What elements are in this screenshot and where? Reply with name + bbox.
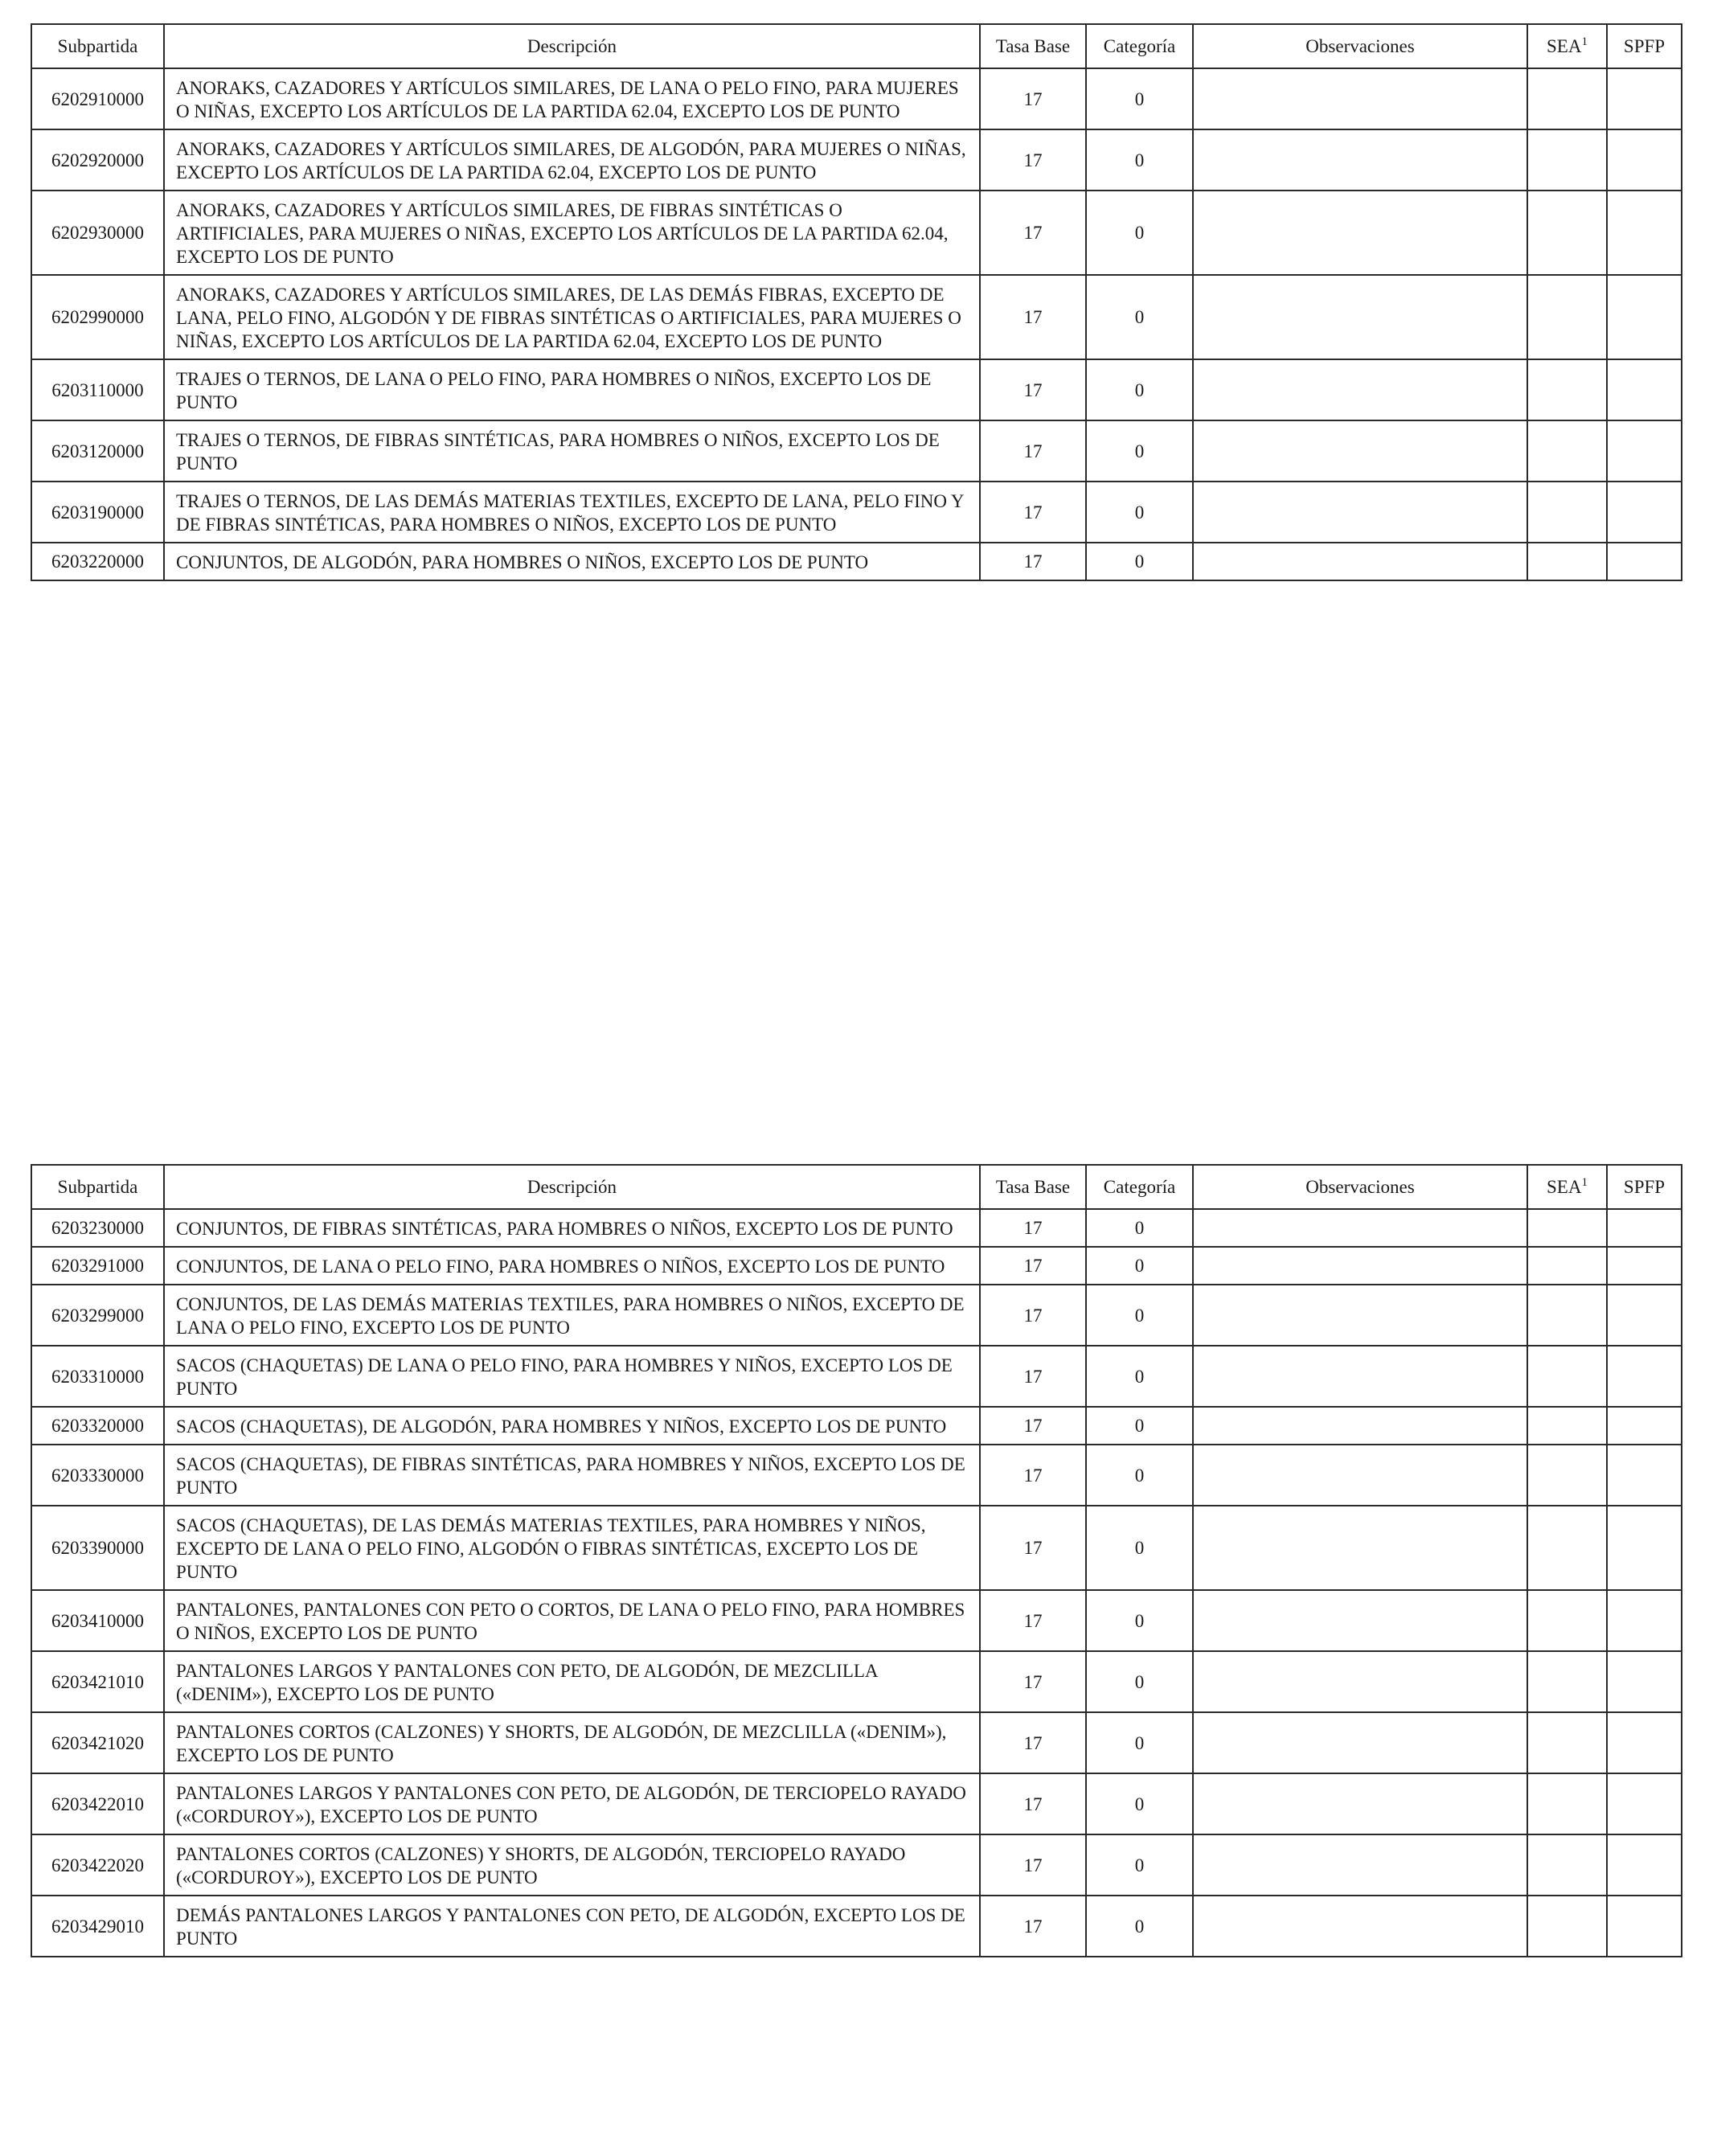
descripcion-cell: DEMÁS PANTALONES LARGOS Y PANTALONES CON PETO, DE ALGODÓN, EXCEPTO LOS DE PUNTO — [164, 1896, 980, 1957]
header-descripcion: Descripción — [164, 1165, 980, 1209]
spfp-cell — [1607, 68, 1682, 129]
tasa-base-cell: 17 — [980, 1773, 1086, 1834]
spfp-cell — [1607, 1346, 1682, 1407]
tasa-base-cell: 17 — [980, 420, 1086, 482]
categoria-cell: 0 — [1086, 1247, 1193, 1285]
spfp-cell — [1607, 359, 1682, 420]
subpartida-cell: 6203190000 — [31, 482, 164, 543]
header-observaciones: Observaciones — [1193, 24, 1527, 68]
tasa-base-cell: 17 — [980, 359, 1086, 420]
table-body — [31, 68, 1682, 580]
subpartida-cell: 6203230000 — [31, 1209, 164, 1247]
descripcion-cell: CONJUNTOS, DE ALGODÓN, PARA HOMBRES O NIÑOS, EXCEPTO LOS DE PUNTO — [164, 543, 980, 580]
subpartida-cell: 6203422010 — [31, 1773, 164, 1834]
header-sea — [1527, 1165, 1607, 1209]
observaciones-cell — [1193, 1712, 1527, 1773]
descripcion-cell: SACOS (CHAQUETAS) DE LANA O PELO FINO, PARA HOMBRES Y NIÑOS, EXCEPTO LOS DE PUNTO — [164, 1346, 980, 1407]
tasa-base-cell: 17 — [980, 1712, 1086, 1773]
tasa-base-cell: 17 — [980, 1834, 1086, 1896]
tariff-table-1 — [31, 23, 1682, 581]
header-row — [31, 24, 1682, 68]
observaciones-cell — [1193, 1407, 1527, 1445]
subpartida-cell: 6203429010 — [31, 1896, 164, 1957]
spfp-cell — [1607, 129, 1682, 191]
observaciones-cell — [1193, 275, 1527, 359]
table-header — [31, 1165, 1682, 1209]
observaciones-cell — [1193, 482, 1527, 543]
categoria-cell: 0 — [1086, 68, 1193, 129]
tasa-base-cell: 17 — [980, 482, 1086, 543]
sea-cell — [1527, 191, 1607, 275]
categoria-cell: 0 — [1086, 1834, 1193, 1896]
table-row — [31, 1285, 1682, 1346]
spfp-cell — [1607, 482, 1682, 543]
observaciones-cell — [1193, 1209, 1527, 1247]
tasa-base-cell: 17 — [980, 129, 1086, 191]
descripcion-cell: ANORAKS, CAZADORES Y ARTÍCULOS SIMILARES, DE FIBRAS SINTÉTICAS O ARTIFICIALES, PARA MUJERES O NIÑAS, EXCEPTO LOS ARTÍCULOS DE LA PARTIDA 62.04, EXCEPTO LOS DE PUNTO — [164, 191, 980, 275]
table-row — [31, 1896, 1682, 1957]
table-row — [31, 68, 1682, 129]
tasa-base-cell: 17 — [980, 543, 1086, 580]
tasa-base-cell: 17 — [980, 68, 1086, 129]
table-row — [31, 275, 1682, 359]
subpartida-cell: 6203120000 — [31, 420, 164, 482]
tasa-base-cell: 17 — [980, 1506, 1086, 1590]
descripcion-cell: TRAJES O TERNOS, DE LAS DEMÁS MATERIAS TEXTILES, EXCEPTO DE LANA, PELO FINO Y DE FIBRAS SINTÉTICAS, PARA HOMBRES O NIÑOS, EXCEPTO LOS DE PUNTO — [164, 482, 980, 543]
subpartida-cell: 6203421020 — [31, 1712, 164, 1773]
observaciones-cell — [1193, 1346, 1527, 1407]
footnote-marker: 1 — [1581, 1176, 1588, 1189]
spfp-cell — [1607, 1209, 1682, 1247]
sea-cell — [1527, 482, 1607, 543]
subpartida-cell: 6203410000 — [31, 1590, 164, 1651]
descripcion-cell: PANTALONES, PANTALONES CON PETO O CORTOS, DE LANA O PELO FINO, PARA HOMBRES O NIÑOS, EXCEPTO LOS DE PUNTO — [164, 1590, 980, 1651]
spfp-cell — [1607, 543, 1682, 580]
observaciones-cell — [1193, 359, 1527, 420]
spfp-cell — [1607, 1590, 1682, 1651]
descripcion-cell: CONJUNTOS, DE FIBRAS SINTÉTICAS, PARA HOMBRES O NIÑOS, EXCEPTO LOS DE PUNTO — [164, 1209, 980, 1247]
table-row — [31, 1346, 1682, 1407]
table-row — [31, 420, 1682, 482]
observaciones-cell — [1193, 1506, 1527, 1590]
categoria-cell: 0 — [1086, 359, 1193, 420]
observaciones-cell — [1193, 1834, 1527, 1896]
spfp-cell — [1607, 275, 1682, 359]
categoria-cell: 0 — [1086, 1407, 1193, 1445]
header-spfp: SPFP — [1607, 1165, 1682, 1209]
observaciones-cell — [1193, 1651, 1527, 1712]
header-sea-label: SEA — [1547, 1177, 1582, 1197]
spfp-cell — [1607, 191, 1682, 275]
descripcion-cell: ANORAKS, CAZADORES Y ARTÍCULOS SIMILARES, DE LANA O PELO FINO, PARA MUJERES O NIÑAS, EXCEPTO LOS ARTÍCULOS DE LA PARTIDA 62.04, EXCEPTO LOS DE PUNTO — [164, 68, 980, 129]
header-observaciones: Observaciones — [1193, 1165, 1527, 1209]
observaciones-cell — [1193, 543, 1527, 580]
header-tasa-base: Tasa Base — [980, 1165, 1086, 1209]
header-tasa-base: Tasa Base — [980, 24, 1086, 68]
tasa-base-cell: 17 — [980, 1285, 1086, 1346]
tasa-base-cell: 17 — [980, 1651, 1086, 1712]
table-row — [31, 1651, 1682, 1712]
categoria-cell: 0 — [1086, 1285, 1193, 1346]
sea-cell — [1527, 1247, 1607, 1285]
descripcion-cell: SACOS (CHAQUETAS), DE LAS DEMÁS MATERIAS TEXTILES, PARA HOMBRES Y NIÑOS, EXCEPTO DE LANA O PELO FINO, ALGODÓN O FIBRAS SINTÉTICAS, EXCEPTO LOS DE PUNTO — [164, 1506, 980, 1590]
table-row — [31, 1834, 1682, 1896]
categoria-cell: 0 — [1086, 191, 1193, 275]
header-subpartida: Subpartida — [31, 24, 164, 68]
sea-cell — [1527, 1506, 1607, 1590]
spfp-cell — [1607, 1247, 1682, 1285]
sea-cell — [1527, 1896, 1607, 1957]
table-row — [31, 482, 1682, 543]
spfp-cell — [1607, 420, 1682, 482]
observaciones-cell — [1193, 1285, 1527, 1346]
categoria-cell: 0 — [1086, 1590, 1193, 1651]
categoria-cell: 0 — [1086, 129, 1193, 191]
observaciones-cell — [1193, 68, 1527, 129]
table-row — [31, 1209, 1682, 1247]
categoria-cell: 0 — [1086, 543, 1193, 580]
sea-cell — [1527, 1712, 1607, 1773]
sea-cell — [1527, 1834, 1607, 1896]
sea-cell — [1527, 1773, 1607, 1834]
tariff-table-2 — [31, 1164, 1682, 1957]
table-row — [31, 1247, 1682, 1285]
descripcion-cell: PANTALONES LARGOS Y PANTALONES CON PETO, DE ALGODÓN, DE TERCIOPELO RAYADO («CORDUROY»), EXCEPTO LOS DE PUNTO — [164, 1773, 980, 1834]
sea-cell — [1527, 1590, 1607, 1651]
observaciones-cell — [1193, 1590, 1527, 1651]
sea-cell — [1527, 129, 1607, 191]
tasa-base-cell: 17 — [980, 1407, 1086, 1445]
spfp-cell — [1607, 1896, 1682, 1957]
sea-cell — [1527, 275, 1607, 359]
header-row — [31, 1165, 1682, 1209]
table-row — [31, 191, 1682, 275]
categoria-cell: 0 — [1086, 482, 1193, 543]
descripcion-cell: CONJUNTOS, DE LAS DEMÁS MATERIAS TEXTILES, PARA HOMBRES O NIÑOS, EXCEPTO DE LANA O PELO FINO, EXCEPTO LOS DE PUNTO — [164, 1285, 980, 1346]
sea-cell — [1527, 68, 1607, 129]
descripcion-cell: SACOS (CHAQUETAS), DE ALGODÓN, PARA HOMBRES Y NIÑOS, EXCEPTO LOS DE PUNTO — [164, 1407, 980, 1445]
footnote-marker: 1 — [1581, 35, 1588, 48]
descripcion-cell: PANTALONES CORTOS (CALZONES) Y SHORTS, DE ALGODÓN, DE MEZCLILLA («DENIM»), EXCEPTO LOS DE PUNTO — [164, 1712, 980, 1773]
tasa-base-cell: 17 — [980, 191, 1086, 275]
observaciones-cell — [1193, 1247, 1527, 1285]
subpartida-cell: 6203310000 — [31, 1346, 164, 1407]
sea-cell — [1527, 359, 1607, 420]
sea-cell — [1527, 1445, 1607, 1506]
table-row — [31, 543, 1682, 580]
tasa-base-cell: 17 — [980, 275, 1086, 359]
spfp-cell — [1607, 1773, 1682, 1834]
sea-cell — [1527, 1285, 1607, 1346]
sea-cell — [1527, 1407, 1607, 1445]
subpartida-cell: 6203110000 — [31, 359, 164, 420]
categoria-cell: 0 — [1086, 1209, 1193, 1247]
descripcion-cell: TRAJES O TERNOS, DE LANA O PELO FINO, PARA HOMBRES O NIÑOS, EXCEPTO LOS DE PUNTO — [164, 359, 980, 420]
descripcion-cell: CONJUNTOS, DE LANA O PELO FINO, PARA HOMBRES O NIÑOS, EXCEPTO LOS DE PUNTO — [164, 1247, 980, 1285]
tasa-base-cell: 17 — [980, 1247, 1086, 1285]
table-row — [31, 1445, 1682, 1506]
categoria-cell: 0 — [1086, 1896, 1193, 1957]
categoria-cell: 0 — [1086, 1773, 1193, 1834]
subpartida-cell: 6202930000 — [31, 191, 164, 275]
table-row — [31, 1773, 1682, 1834]
spfp-cell — [1607, 1407, 1682, 1445]
subpartida-cell: 6203330000 — [31, 1445, 164, 1506]
header-sea-label: SEA — [1547, 36, 1582, 56]
observaciones-cell — [1193, 191, 1527, 275]
subpartida-cell: 6203299000 — [31, 1285, 164, 1346]
header-descripcion: Descripción — [164, 24, 980, 68]
descripcion-cell: PANTALONES CORTOS (CALZONES) Y SHORTS, DE ALGODÓN, TERCIOPELO RAYADO («CORDUROY»), EXCEPTO LOS DE PUNTO — [164, 1834, 980, 1896]
table-header — [31, 24, 1682, 68]
tasa-base-cell: 17 — [980, 1346, 1086, 1407]
table-row — [31, 359, 1682, 420]
observaciones-cell — [1193, 1773, 1527, 1834]
categoria-cell: 0 — [1086, 420, 1193, 482]
subpartida-cell: 6203422020 — [31, 1834, 164, 1896]
spfp-cell — [1607, 1834, 1682, 1896]
subpartida-cell: 6202910000 — [31, 68, 164, 129]
subpartida-cell: 6203390000 — [31, 1506, 164, 1590]
subpartida-cell: 6202920000 — [31, 129, 164, 191]
subpartida-cell: 6203220000 — [31, 543, 164, 580]
spfp-cell — [1607, 1285, 1682, 1346]
tasa-base-cell: 17 — [980, 1445, 1086, 1506]
observaciones-cell — [1193, 420, 1527, 482]
header-categoria: Categoría — [1086, 1165, 1193, 1209]
spfp-cell — [1607, 1506, 1682, 1590]
tasa-base-cell: 17 — [980, 1896, 1086, 1957]
subpartida-cell: 6202990000 — [31, 275, 164, 359]
header-spfp: SPFP — [1607, 24, 1682, 68]
observaciones-cell — [1193, 1896, 1527, 1957]
sea-cell — [1527, 1346, 1607, 1407]
categoria-cell: 0 — [1086, 1346, 1193, 1407]
tasa-base-cell: 17 — [980, 1209, 1086, 1247]
sea-cell — [1527, 420, 1607, 482]
subpartida-cell: 6203421010 — [31, 1651, 164, 1712]
table-body — [31, 1209, 1682, 1957]
categoria-cell: 0 — [1086, 1712, 1193, 1773]
observaciones-cell — [1193, 129, 1527, 191]
table-row — [31, 1407, 1682, 1445]
descripcion-cell: SACOS (CHAQUETAS), DE FIBRAS SINTÉTICAS, PARA HOMBRES Y NIÑOS, EXCEPTO LOS DE PUNTO — [164, 1445, 980, 1506]
sea-cell — [1527, 1651, 1607, 1712]
table-row — [31, 1712, 1682, 1773]
table-row — [31, 1506, 1682, 1590]
header-sea — [1527, 24, 1607, 68]
sea-cell — [1527, 543, 1607, 580]
sea-cell — [1527, 1209, 1607, 1247]
spfp-cell — [1607, 1712, 1682, 1773]
categoria-cell: 0 — [1086, 1506, 1193, 1590]
spfp-cell — [1607, 1445, 1682, 1506]
subpartida-cell: 6203291000 — [31, 1247, 164, 1285]
descripcion-cell: ANORAKS, CAZADORES Y ARTÍCULOS SIMILARES, DE LAS DEMÁS FIBRAS, EXCEPTO DE LANA, PELO FINO, ALGODÓN Y DE FIBRAS SINTÉTICAS O ARTIFICIALES, PARA MUJERES O NIÑAS, EXCEPTO LOS ARTÍCULOS DE LA PARTIDA 62.04, EXCEPTO LOS DE PUNTO — [164, 275, 980, 359]
tasa-base-cell: 17 — [980, 1590, 1086, 1651]
table-row — [31, 1590, 1682, 1651]
categoria-cell: 0 — [1086, 1445, 1193, 1506]
observaciones-cell — [1193, 1445, 1527, 1506]
descripcion-cell: ANORAKS, CAZADORES Y ARTÍCULOS SIMILARES, DE ALGODÓN, PARA MUJERES O NIÑAS, EXCEPTO LOS ARTÍCULOS DE LA PARTIDA 62.04, EXCEPTO LOS DE PUNTO — [164, 129, 980, 191]
descripcion-cell: TRAJES O TERNOS, DE FIBRAS SINTÉTICAS, PARA HOMBRES O NIÑOS, EXCEPTO LOS DE PUNTO — [164, 420, 980, 482]
descripcion-cell: PANTALONES LARGOS Y PANTALONES CON PETO, DE ALGODÓN, DE MEZCLILLA («DENIM»), EXCEPTO LOS DE PUNTO — [164, 1651, 980, 1712]
header-subpartida: Subpartida — [31, 1165, 164, 1209]
spfp-cell — [1607, 1651, 1682, 1712]
categoria-cell: 0 — [1086, 1651, 1193, 1712]
table-row — [31, 129, 1682, 191]
categoria-cell: 0 — [1086, 275, 1193, 359]
header-categoria: Categoría — [1086, 24, 1193, 68]
subpartida-cell: 6203320000 — [31, 1407, 164, 1445]
